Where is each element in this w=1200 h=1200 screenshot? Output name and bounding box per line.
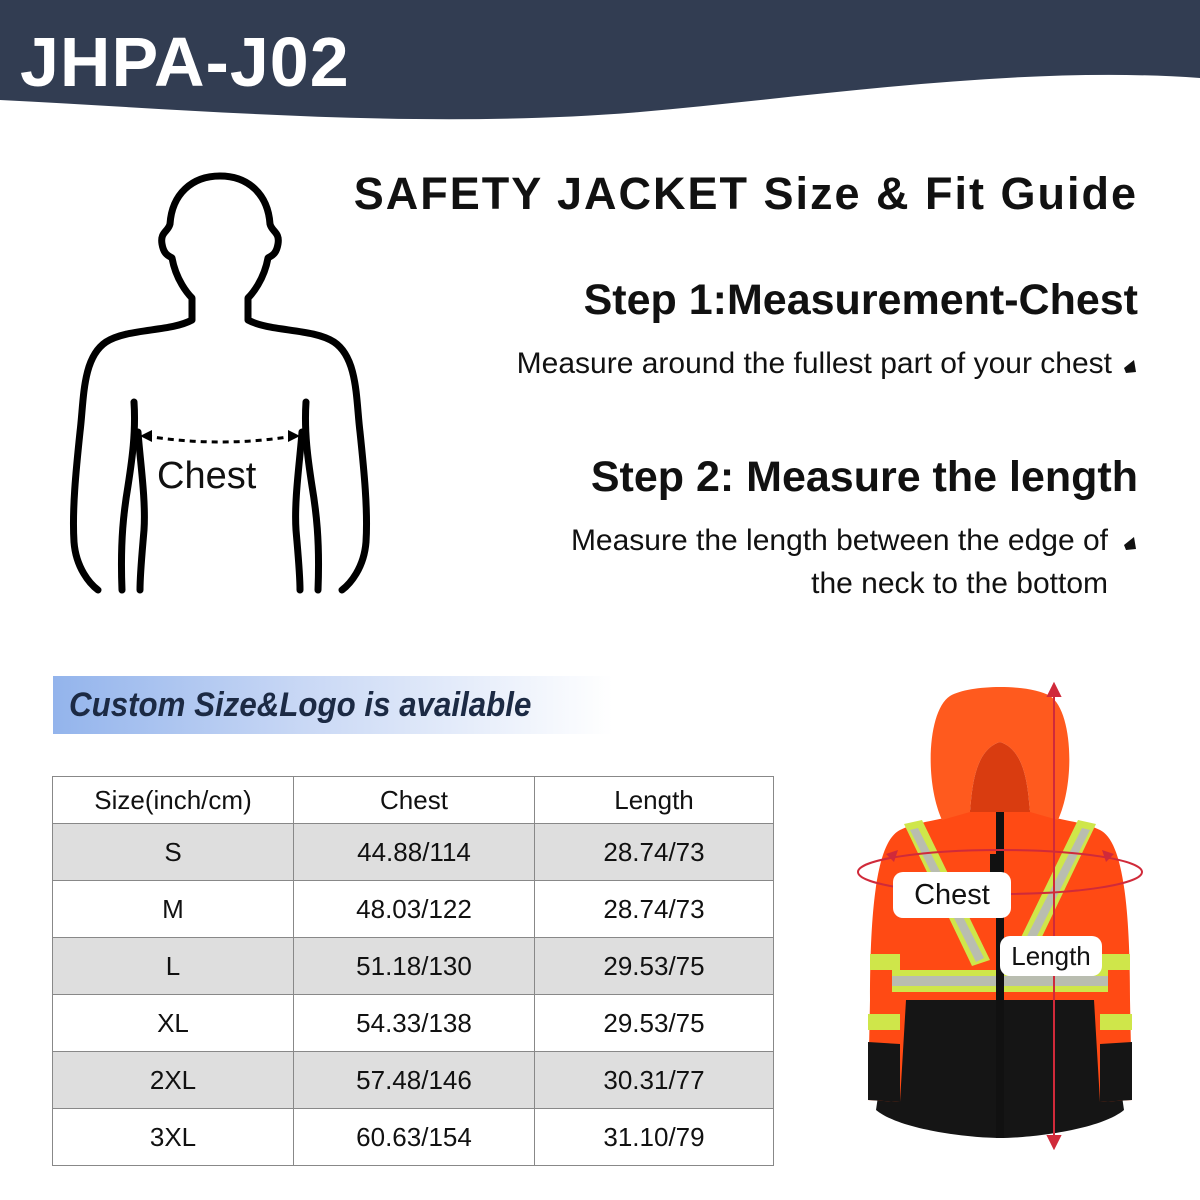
size-cell: 3XL: [53, 1109, 294, 1166]
model-code: JHPA-J02: [20, 23, 350, 101]
size-table: [52, 776, 774, 1166]
step2-description-line1: Measure the length between the edge of: [570, 524, 1108, 557]
chest-cell: 44.88/114: [294, 824, 535, 881]
table-row: [53, 938, 774, 995]
chest-cell: 48.03/122: [294, 881, 535, 938]
length-cell: 29.53/75: [535, 995, 774, 1052]
chest-label: Chest: [157, 455, 257, 497]
table-row: [53, 995, 774, 1052]
size-cell: L: [53, 938, 294, 995]
custom-size-banner: [53, 676, 613, 734]
length-cell: 31.10/79: [535, 1109, 774, 1166]
size-cell: XL: [53, 995, 294, 1052]
chest-cell: 60.63/154: [294, 1109, 535, 1166]
table-row: [53, 1109, 774, 1166]
bullet-icon: [1122, 535, 1138, 551]
custom-size-text: Custom Size&Logo is available: [69, 686, 532, 724]
table-row: [53, 881, 774, 938]
size-cell: M: [53, 881, 294, 938]
size-cell: S: [53, 824, 294, 881]
size-table-header-row: [53, 777, 774, 824]
chest-cell: 57.48/146: [294, 1052, 535, 1109]
length-column-header: Length: [535, 777, 774, 824]
jacket-length-label: Length: [1000, 936, 1102, 976]
guide-title: SAFETY JACKET Size & Fit Guide: [353, 168, 1138, 219]
step2-description-line2: the neck to the bottom: [811, 567, 1108, 600]
jacket-chest-label: Chest: [893, 872, 1011, 918]
length-cell: 28.74/73: [535, 824, 774, 881]
step1-description: Measure around the fullest part of your chest: [516, 347, 1112, 380]
length-cell: 29.53/75: [535, 938, 774, 995]
chest-cell: 54.33/138: [294, 995, 535, 1052]
table-row: [53, 824, 774, 881]
bullet-icon: [1122, 358, 1138, 374]
step1-title: Step 1:Measurement-Chest: [583, 276, 1138, 324]
size-cell: 2XL: [53, 1052, 294, 1109]
table-row: [53, 1052, 774, 1109]
chest-column-header: Chest: [294, 777, 535, 824]
step2-title: Step 2: Measure the length: [590, 453, 1138, 501]
body-outline-icon: [60, 170, 380, 600]
length-cell: 28.74/73: [535, 881, 774, 938]
size-column-header: Size(inch/cm): [53, 777, 294, 824]
length-cell: 30.31/77: [535, 1052, 774, 1109]
chest-cell: 51.18/130: [294, 938, 535, 995]
